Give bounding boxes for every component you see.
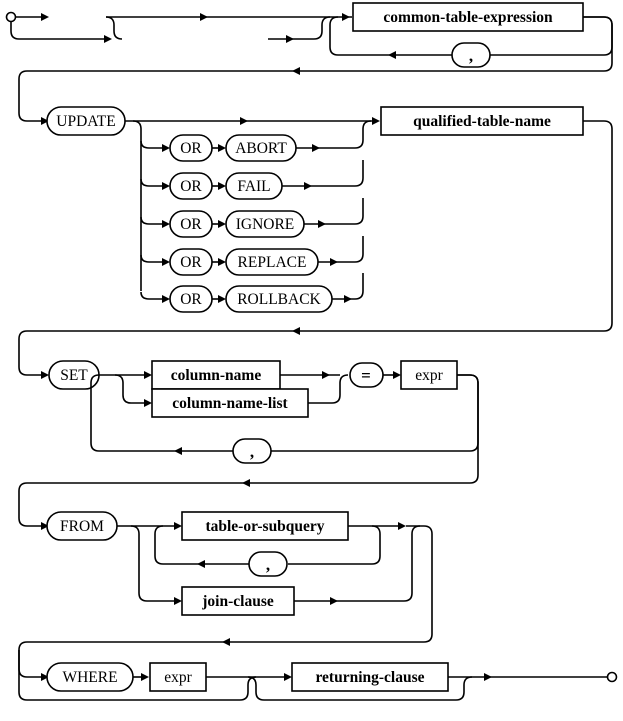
arrow-into-fail (218, 182, 226, 190)
label-where: WHERE (62, 669, 118, 686)
label-common-table-expression: common-table-expression (383, 9, 553, 26)
arrow-row3-return (242, 479, 250, 487)
label-fail: FAIL (237, 178, 271, 195)
line-ignore-to-main (304, 198, 363, 224)
arrow-after-ignore (318, 220, 326, 228)
line-into-set (19, 339, 47, 375)
line-recursive-to-main (268, 17, 330, 39)
line-to-columnnamelist (115, 375, 150, 403)
label-ignore: IGNORE (235, 216, 295, 233)
arrow-comma-tos (197, 560, 205, 568)
arrow-into-joinclause (174, 597, 182, 605)
arrow-after-joinclause (330, 597, 338, 605)
label-join-clause: join-clause (202, 593, 274, 610)
line-cte-down-stub (604, 17, 612, 25)
arrow-into-or5 (162, 295, 170, 303)
label-column-name-list: column-name-list (172, 395, 288, 412)
track-group-set (19, 339, 478, 491)
arrow-after-recursive (286, 35, 294, 43)
label-or-rollback: OR (180, 291, 202, 308)
line-rollback-to-main (332, 273, 363, 299)
arrow-into-returning (284, 673, 292, 681)
arrow-into-abort (218, 144, 226, 152)
track-group-from (19, 491, 432, 650)
arrow-pre-eq (322, 371, 330, 379)
arrow-into-or3 (162, 220, 170, 228)
start-terminal-dot (7, 13, 16, 22)
label-replace: REPLACE (237, 254, 307, 271)
label-or-ignore: OR (180, 216, 202, 233)
arrow-into-or4 (162, 258, 170, 266)
arrow-into-or2 (162, 182, 170, 190)
label-expr-set: expr (415, 367, 443, 384)
arrow-into-set (41, 371, 49, 379)
label-or-fail: OR (180, 178, 202, 195)
arrow-into-with (41, 13, 49, 21)
arrow-comma1-left (388, 51, 396, 59)
arrow-comma-set (174, 447, 182, 455)
arrow-into-columnname (144, 371, 152, 379)
arrow-into-qtn (372, 117, 380, 125)
arrow-into-columnnamelist (144, 399, 152, 407)
track-group-update (19, 79, 612, 339)
arrow-after-abort (312, 144, 320, 152)
track-group-where (19, 650, 617, 700)
label-update: UPDATE (56, 113, 116, 130)
label-or-abort: OR (180, 140, 202, 157)
label-column-name: column-name (170, 367, 262, 384)
label-abort: ABORT (235, 140, 287, 157)
end-terminal-dot (608, 673, 617, 682)
arrow-row1-return (292, 67, 300, 75)
arrow-into-or1 (162, 144, 170, 152)
line-abort-to-main (296, 121, 371, 148)
arrow-final (484, 673, 492, 681)
arrow-after-fail (304, 182, 312, 190)
arrow-row4-return (222, 638, 230, 646)
line-row1-to-row2 (19, 25, 612, 79)
arrow-into-expr-set (393, 371, 401, 379)
label-comma-cte: , (468, 46, 474, 65)
label-qualified-table-name: qualified-table-name (413, 113, 551, 130)
label-or-replace: OR (180, 254, 202, 271)
label-comma-set: , (249, 442, 255, 461)
arrow-after-replace (330, 258, 338, 266)
line-replace-to-main (318, 236, 363, 262)
line-with-to-recursive-branch (106, 17, 122, 39)
label-expr-where: expr (164, 669, 192, 686)
line-set-exit-stub (457, 375, 478, 383)
label-equals: = (361, 366, 371, 385)
track-group-with (7, 3, 613, 79)
arrow-with-mid (200, 13, 208, 21)
label-table-or-subquery: table-or-subquery (205, 518, 325, 535)
line-into-where (19, 650, 47, 677)
label-returning-clause: returning-clause (315, 669, 425, 686)
label-comma-table-or-subquery: , (265, 555, 271, 574)
arrow-into-replace (218, 258, 226, 266)
line-into-update (19, 79, 47, 121)
arrow-update-mid (240, 117, 248, 125)
arrow-into-recursive (104, 35, 112, 43)
line-columnnamelist-to-eq (308, 375, 348, 403)
line-from-exit-stub (406, 526, 432, 534)
line-into-from (19, 491, 47, 526)
label-rollback: ROLLBACK (237, 291, 321, 308)
arrow-into-ignore (218, 220, 226, 228)
line-with-bypass-down (11, 22, 19, 40)
arrow-into-tos (174, 522, 182, 530)
arrow-after-tos (398, 522, 406, 530)
arrow-row2-return (292, 327, 300, 335)
arrow-after-rollback (344, 295, 352, 303)
line-fail-to-main (282, 160, 363, 186)
label-set: SET (60, 367, 88, 384)
arrow-into-rollback (218, 295, 226, 303)
line-or-branch-spine (133, 121, 141, 291)
arrow-into-expr-where (141, 673, 149, 681)
label-from: FROM (60, 518, 104, 535)
